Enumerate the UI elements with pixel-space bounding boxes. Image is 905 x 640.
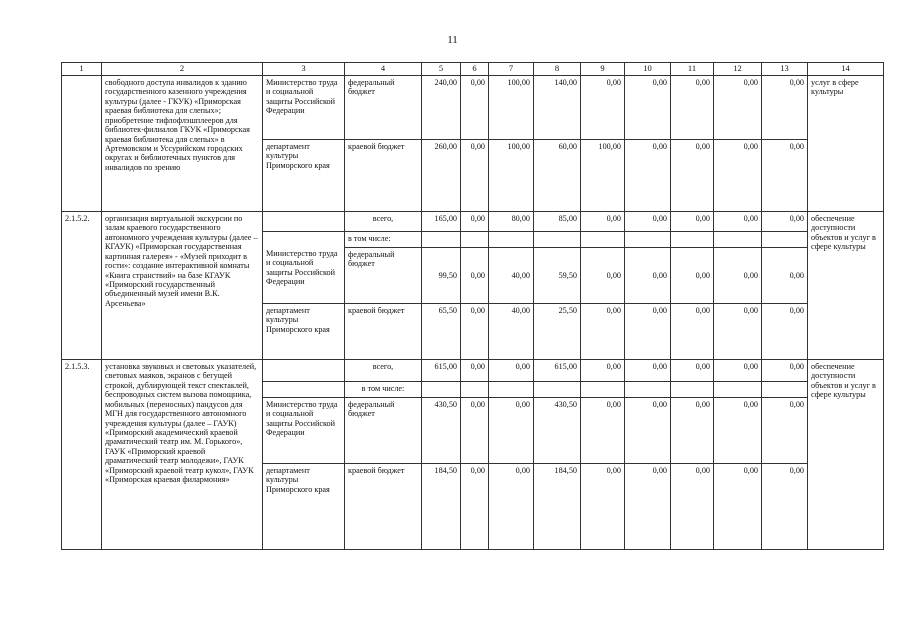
value-cell: 80,00 [489,212,534,232]
value-cell: 0,00 [625,464,671,550]
value-cell: 0,00 [489,398,534,464]
executor-cell [263,360,345,382]
measure-description: установка звуковых и световых указателей, световых маяков, экранов с бегущей строкой, дублирующей текст спектаклей, беспроводных систем вызова помощника, мобильных (переносных) пандусов для МГН для государственного автономного учреждения культуры (далее – ГАУК) «Приморский академический краевой драматический театр им. М. Горького», ГАУК «Приморский краевой драматический театр молодежи», ГАУК «Приморский краевой театр кукол», ГАУК «Приморская краевая филармония» [102,360,263,550]
value-cell: 0,00 [671,212,714,232]
header-row [62,63,884,76]
value-cell: 0,00 [625,360,671,382]
value-cell: 240,00 [422,76,461,140]
source-cell: краевой бюджет [345,304,422,360]
value-cell: 0,00 [581,398,625,464]
value-cell: 0,00 [489,360,534,382]
header-cell: 8 [534,63,581,76]
value-cell: 100,00 [581,140,625,212]
source-total: всего, [345,360,422,382]
value-cell: 0,00 [671,464,714,550]
executor-cell: департамент культуры Приморского края [263,464,345,550]
value-cell: 0,00 [461,212,489,232]
value-cell: 0,00 [762,304,808,360]
value-cell: 0,00 [461,360,489,382]
value-cell: 615,00 [534,360,581,382]
value-cell: 0,00 [461,464,489,550]
value-cell: 25,50 [534,304,581,360]
source-cell: федеральный бюджет [345,76,422,140]
value-cell: 0,00 [762,360,808,382]
value-cell: 0,00 [671,398,714,464]
value-cell: 0,00 [714,464,762,550]
header-cell: 11 [671,63,714,76]
value-cell: 0,00 [762,248,808,304]
executor-cell: департамент культуры Приморского края [263,140,345,212]
value-cell: 0,00 [625,398,671,464]
measure-description: организация виртуальной экскурсии по залам краевого государственного автономного учреждения культуры (далее – КГАУК) «Приморская государственная картинная галерея» - «Музей приходит в гости»: создание интерактивной комнаты «Книга странствий» на базе КГАУК «Приморский государственный объединенный музей имени В.К. Арсеньева» [102,212,263,360]
value-cell: 60,00 [534,140,581,212]
result-cell: услуг в сфере культуры [808,76,884,212]
header-cell: 1 [62,63,102,76]
value-cell: 0,00 [581,76,625,140]
source-cell: краевой бюджет [345,464,422,550]
value-cell: 0,00 [461,140,489,212]
header-cell: 6 [461,63,489,76]
value-cell: 0,00 [671,304,714,360]
value-cell: 0,00 [714,304,762,360]
measure-description: свободного доступа инвалидов к зданию государственного казенного учреждения культуры (далее - ГКУК) «Приморская краевая библиотека для слепых»; приобретение тифлофлэшплееров для библиотек-филиалов ГКУК «Приморская краевая библиотека для слепых» в Артемовском и Уссурийском городских округах и библиотечных пунктов для инвалидов по зрению [102,76,263,212]
item-number: 2.1.5.2. [62,212,102,360]
executor-cell: Министерство труда и социальной защиты Российской Федерации [263,398,345,464]
item-number-cell [62,76,102,212]
value-cell: 0,00 [461,304,489,360]
value-cell: 184,50 [422,464,461,550]
value-cell: 40,00 [489,304,534,360]
value-cell: 0,00 [581,212,625,232]
value-cell: 140,00 [534,76,581,140]
value-cell: 0,00 [762,398,808,464]
incl-label: в том числе: [345,232,422,248]
value-cell: 165,00 [422,212,461,232]
result-cell: обеспечение доступности объектов и услуг в сфере культуры [808,360,884,550]
header-cell: 3 [263,63,345,76]
source-cell: федеральный бюджет [345,248,422,304]
value-cell: 0,00 [671,360,714,382]
header-cell: 4 [345,63,422,76]
executor-cell: департамент культуры Приморского края [263,304,345,360]
source-total: всего, [345,212,422,232]
value-cell: 0,00 [489,464,534,550]
table-row [62,76,884,140]
result-cell: обеспечение доступности объектов и услуг в сфере культуры [808,212,884,360]
header-cell: 10 [625,63,671,76]
header-cell: 2 [102,63,263,76]
value-cell: 0,00 [671,76,714,140]
program-table [61,62,884,550]
header-cell: 13 [762,63,808,76]
table-row [62,360,884,382]
executor-cell [263,382,345,398]
value-cell: 0,00 [762,76,808,140]
value-cell: 0,00 [625,304,671,360]
value-cell: 430,50 [422,398,461,464]
value-cell: 0,00 [461,398,489,464]
value-cell: 100,00 [489,140,534,212]
value-cell: 0,00 [625,76,671,140]
value-cell: 40,00 [489,248,534,304]
value-cell: 0,00 [762,212,808,232]
executor-cell: Министерство труда и социальной защиты Российской Федерации [263,232,345,304]
executor-cell: Министерство труда и социальной защиты Российской Федерации [263,76,345,140]
value-cell: 59,50 [534,248,581,304]
value-cell: 615,00 [422,360,461,382]
value-cell: 0,00 [461,76,489,140]
value-cell: 430,50 [534,398,581,464]
value-cell: 99,50 [422,248,461,304]
value-cell: 0,00 [461,248,489,304]
table-row [62,212,884,232]
value-cell: 0,00 [714,76,762,140]
value-cell: 0,00 [671,248,714,304]
header-cell: 5 [422,63,461,76]
value-cell: 0,00 [625,140,671,212]
value-cell: 0,00 [625,212,671,232]
item-number: 2.1.5.3. [62,360,102,550]
value-cell: 0,00 [714,212,762,232]
header-cell: 7 [489,63,534,76]
page-number: 11 [447,34,458,46]
value-cell: 0,00 [714,360,762,382]
value-cell: 100,00 [489,76,534,140]
value-cell: 0,00 [714,398,762,464]
value-cell: 0,00 [581,360,625,382]
source-cell: федеральный бюджет [345,398,422,464]
header-cell: 14 [808,63,884,76]
header-cell: 12 [714,63,762,76]
value-cell: 0,00 [762,464,808,550]
value-cell: 0,00 [714,248,762,304]
value-cell: 0,00 [581,304,625,360]
value-cell: 0,00 [625,248,671,304]
incl-label: в том числе: [345,382,422,398]
source-cell: краевой бюджет [345,140,422,212]
value-cell: 0,00 [581,248,625,304]
value-cell: 184,50 [534,464,581,550]
executor-cell [263,212,345,232]
value-cell: 85,00 [534,212,581,232]
value-cell: 0,00 [762,140,808,212]
header-cell: 9 [581,63,625,76]
value-cell: 0,00 [714,140,762,212]
value-cell: 260,00 [422,140,461,212]
value-cell: 0,00 [581,464,625,550]
value-cell: 0,00 [671,140,714,212]
value-cell: 65,50 [422,304,461,360]
